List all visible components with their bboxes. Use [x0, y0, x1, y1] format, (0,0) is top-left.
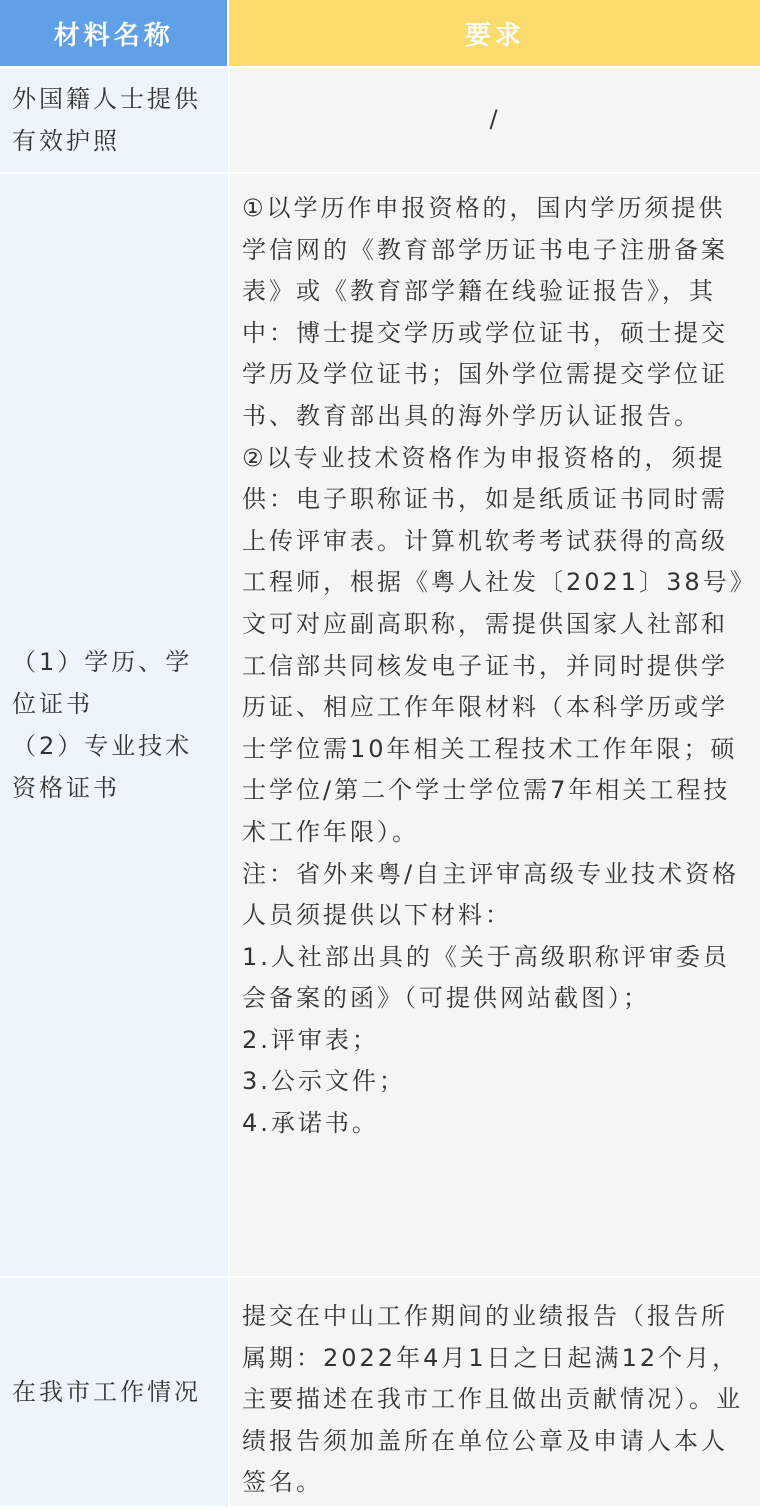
material-name-cell [0, 174, 228, 1276]
material-name: （1）学历、学位证书 （2）专业技术资格证书 [12, 648, 193, 802]
table-row [0, 174, 760, 1276]
material-name-cell [0, 68, 228, 172]
table-header-row [0, 0, 760, 66]
requirement-text: / [489, 105, 501, 134]
header-material-name: 材料名称 [0, 0, 227, 66]
header-requirement: 要求 [229, 0, 760, 66]
material-name: 在我市工作情况 [12, 1378, 201, 1406]
table-row [0, 1278, 760, 1506]
requirement-list-item: 3.公示文件； [242, 1067, 406, 1096]
requirement-list-item: 4.承诺书。 [242, 1109, 379, 1138]
requirement-cell [230, 68, 760, 172]
requirement-paragraph: ②以专业技术资格作为申报资格的，须提供：电子职称证书，如是纸质证书同时需上传评审表。计算机软考考试获得的高级工程师，根据《粤人社发〔2021〕38号》文可对应副高职称，需提供国家人社部和工信部共同核发电子证书，并同时提供学历证、相应工作年限材料（本科学历或学士学位需10年相关工程技术工作年限；硕士学位/第二个学士学位需7年相关工程技术工作年限）。 [242, 443, 745, 846]
material-name: 外国籍人士提供有效护照 [12, 85, 201, 155]
requirement-list-item: 1.人社部出具的《关于高级职称评审委员会备案的函》（可提供网站截图）； [242, 942, 730, 1013]
requirement-paragraph: ①以学历作申报资格的，国内学历须提供学信网的《教育部学历证书电子注册备案表》或《教育部学籍在线验证报告》，其中：博士提交学历或学位证书，硕士提交学历及学位证书；国外学位需提交学位证书、教育部出具的海外学历认证报告。 [242, 194, 728, 430]
table-row [0, 68, 760, 172]
requirement-note: 注：省外来粤/自主评审高级专业技术资格人员须提供以下材料： [242, 859, 740, 930]
requirement-cell [230, 1278, 760, 1506]
requirement-cell [230, 174, 760, 1276]
requirement-text: 提交在中山工作期间的业绩报告（报告所属期：2022年4月1日之日起满12个月，主要描述在我市工作且做出贡献情况）。业绩报告须加盖所在单位公章及申请人本人签名。 [242, 1302, 743, 1497]
requirement-list-item: 2.评审表； [242, 1025, 379, 1054]
material-name-cell [0, 1278, 228, 1506]
